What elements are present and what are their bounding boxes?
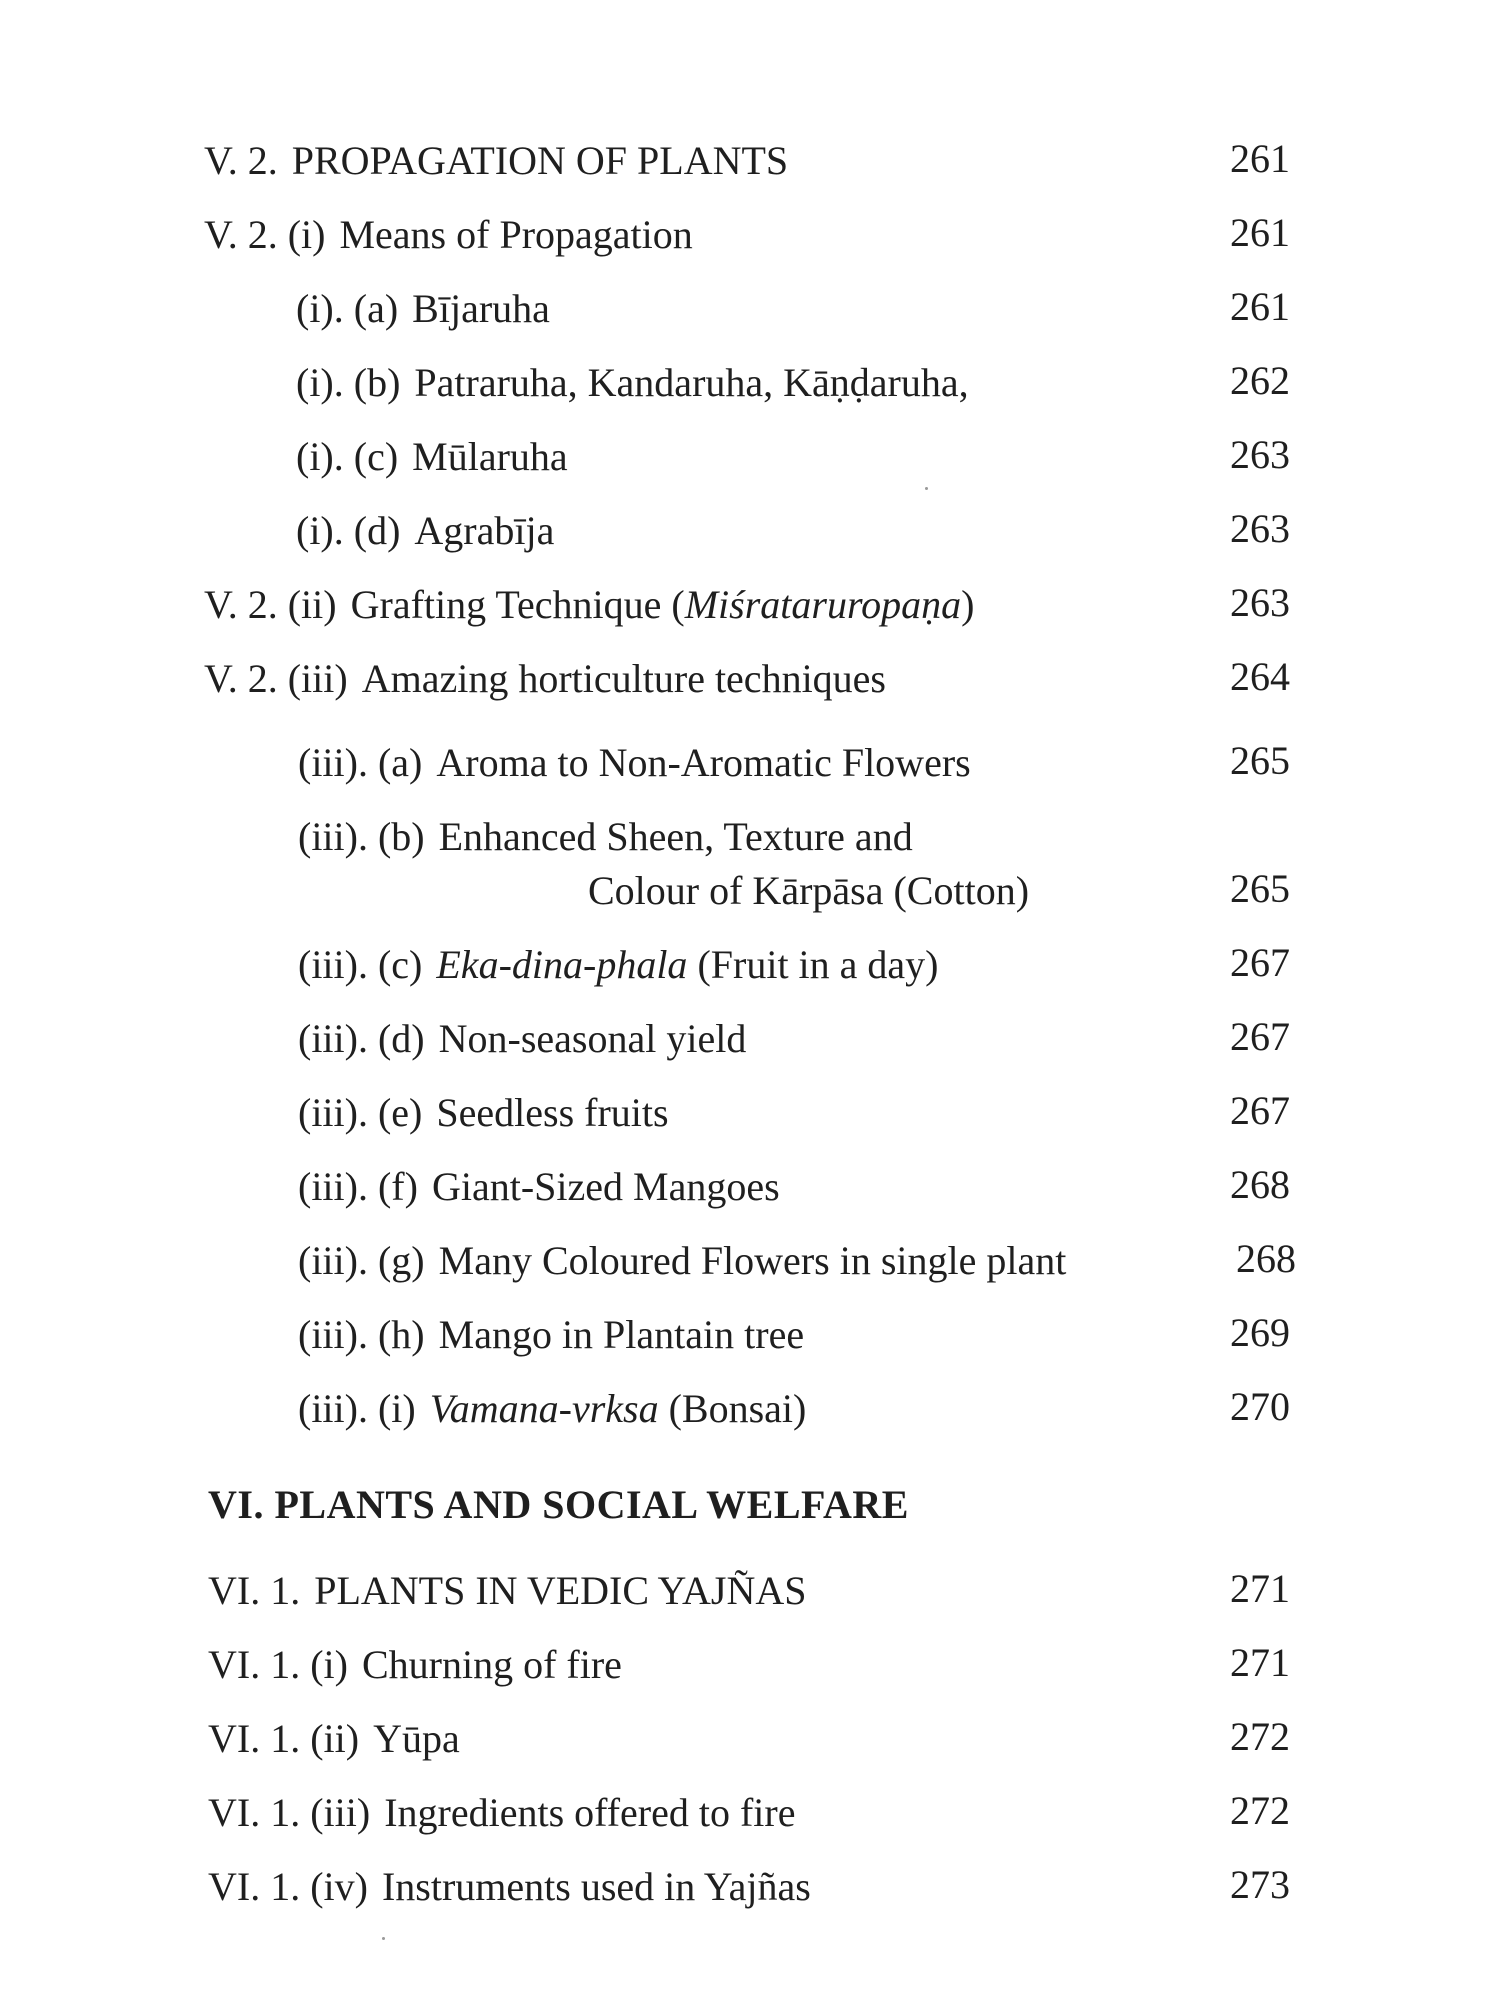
title-italic-text: Miśrataruropaṇa xyxy=(684,582,962,627)
title-text: (Fruit in a day) xyxy=(687,942,939,987)
entry-title: Churning of fire xyxy=(361,1642,622,1687)
entry-title: Ingredients offered to fire xyxy=(384,1790,796,1835)
page-number: 261 xyxy=(1230,136,1290,181)
page-number: 268 xyxy=(1236,1236,1296,1281)
entry-title: Instruments used in Yajñas xyxy=(381,1864,811,1909)
entry-title xyxy=(430,1386,807,1432)
entry-title: Yūpa xyxy=(373,1716,460,1761)
entry-title: Amazing horticulture techniques xyxy=(361,656,886,701)
title-text: (Bonsai) xyxy=(658,1386,807,1431)
entry-label: VI. 1. (iii) xyxy=(208,1790,371,1835)
entry-title: Agrabīja xyxy=(414,508,555,553)
entry-title: Bījaruha xyxy=(412,286,550,331)
entry-label: V. 2. (ii) xyxy=(204,582,337,627)
entry-label: VI. 1. (ii) xyxy=(208,1716,360,1761)
toc-entry-v2-iii-e xyxy=(298,1090,669,1136)
page-number: 272 xyxy=(1230,1788,1290,1833)
entry-label: (iii). (h) xyxy=(298,1312,425,1357)
toc-entry-v2-iii-i xyxy=(298,1386,806,1432)
entry-title: PROPAGATION OF PLANTS xyxy=(291,138,789,183)
page-number: 261 xyxy=(1230,284,1290,329)
entry-label: (iii). (d) xyxy=(298,1016,425,1061)
toc-entry-v2-iii-h xyxy=(298,1312,804,1358)
page-number: 268 xyxy=(1230,1162,1290,1207)
page-number: 263 xyxy=(1230,432,1290,477)
toc-entry-v2-i-a xyxy=(296,286,550,332)
title-end-text: ) xyxy=(961,582,975,627)
entry-title: Means of Propagation xyxy=(339,212,693,257)
part-heading-vi: VI. PLANTS AND SOCIAL WELFARE xyxy=(208,1482,909,1527)
toc-entry-vi-1-iv xyxy=(208,1864,811,1910)
page-number: 271 xyxy=(1230,1566,1290,1611)
entry-label: V. 2. (iii) xyxy=(204,656,348,701)
page-number: 263 xyxy=(1230,580,1290,625)
title-italic-text: Vamana-vrksa xyxy=(429,1386,659,1431)
toc-entry-v2-i-b xyxy=(296,360,969,406)
page-number: 264 xyxy=(1230,654,1290,699)
entry-title-line1: Enhanced Sheen, Texture and xyxy=(438,814,913,859)
toc-entry-vi-1 xyxy=(208,1568,806,1614)
entry-label: (i). (d) xyxy=(296,508,401,553)
page-number: 263 xyxy=(1230,506,1290,551)
page-number: 273 xyxy=(1230,1862,1290,1907)
toc-entry-v2-iii-b xyxy=(298,814,913,860)
entry-label: (i). (a) xyxy=(296,286,399,331)
entry-label: (iii). (b) xyxy=(298,814,425,859)
page-number: 267 xyxy=(1230,1088,1290,1133)
entry-label: (iii). (i) xyxy=(298,1386,416,1431)
entry-title: Many Coloured Flowers in single plant xyxy=(438,1238,1067,1283)
page-number: 272 xyxy=(1230,1714,1290,1759)
entry-title-line2: Colour of Kārpāsa (Cotton) xyxy=(588,868,1030,913)
title-text: Grafting Technique ( xyxy=(350,582,685,627)
entry-label: (iii). (a) xyxy=(298,740,423,785)
toc-entry-vi-1-i xyxy=(208,1642,622,1688)
entry-title: Aroma to Non-Aromatic Flowers xyxy=(436,740,971,785)
toc-entry-v2 xyxy=(204,138,788,184)
entry-title: Seedless fruits xyxy=(436,1090,669,1135)
page-number: 261 xyxy=(1230,210,1290,255)
toc-entry-v2-iii-c xyxy=(298,942,939,988)
entry-label: VI. 1. xyxy=(208,1568,301,1613)
page-number: 265 xyxy=(1230,738,1290,783)
toc-entry-v2-i-d xyxy=(296,508,554,554)
title-italic-text: Eka-dina-phala xyxy=(436,942,688,987)
entry-label: V. 2. (i) xyxy=(204,212,326,257)
entry-label: (i). (b) xyxy=(296,360,401,405)
toc-entry-v2-i-c xyxy=(296,434,568,480)
page-number: 267 xyxy=(1230,1014,1290,1059)
entry-title xyxy=(436,942,938,988)
toc-entry-vi-1-iii xyxy=(208,1790,796,1836)
toc-entry-vi-1-ii xyxy=(208,1716,460,1762)
toc-entry-v2-iii-d xyxy=(298,1016,746,1062)
page-number: 270 xyxy=(1230,1384,1290,1429)
entry-label: (i). (c) xyxy=(296,434,399,479)
entry-title: Patraruha, Kandaruha, Kāṇḍaruha, xyxy=(414,360,969,405)
entry-title: PLANTS IN VEDIC YAJÑAS xyxy=(314,1568,807,1613)
entry-title: Mūlaruha xyxy=(412,434,568,479)
entry-label: VI. 1. (iv) xyxy=(208,1864,368,1909)
toc-entry-v2-ii xyxy=(204,582,974,628)
toc-entry-v2-iii-a xyxy=(298,740,971,786)
toc-entry-v2-iii xyxy=(204,656,886,702)
page-number: 267 xyxy=(1230,940,1290,985)
page-number: 269 xyxy=(1230,1310,1290,1355)
entry-label: VI. 1. (i) xyxy=(208,1642,348,1687)
entry-label: (iii). (g) xyxy=(298,1238,425,1283)
toc-entry-v2-iii-f xyxy=(298,1164,780,1210)
scan-speck xyxy=(925,487,928,490)
page-number: 262 xyxy=(1230,358,1290,403)
entry-title xyxy=(351,582,975,628)
entry-title: Giant-Sized Mangoes xyxy=(431,1164,780,1209)
entry-label: V. 2. xyxy=(204,138,278,183)
entry-label: (iii). (f) xyxy=(298,1164,418,1209)
toc-entry-v2-i xyxy=(204,212,693,258)
toc-entry-v2-iii-g xyxy=(298,1238,1066,1284)
scan-speck xyxy=(382,1937,385,1940)
page-number: 265 xyxy=(1230,866,1290,911)
entry-label: (iii). (c) xyxy=(298,942,423,987)
entry-label: (iii). (e) xyxy=(298,1090,423,1135)
page-number: 271 xyxy=(1230,1640,1290,1685)
entry-title: Non-seasonal yield xyxy=(438,1016,747,1061)
entry-title: Mango in Plantain tree xyxy=(438,1312,805,1357)
